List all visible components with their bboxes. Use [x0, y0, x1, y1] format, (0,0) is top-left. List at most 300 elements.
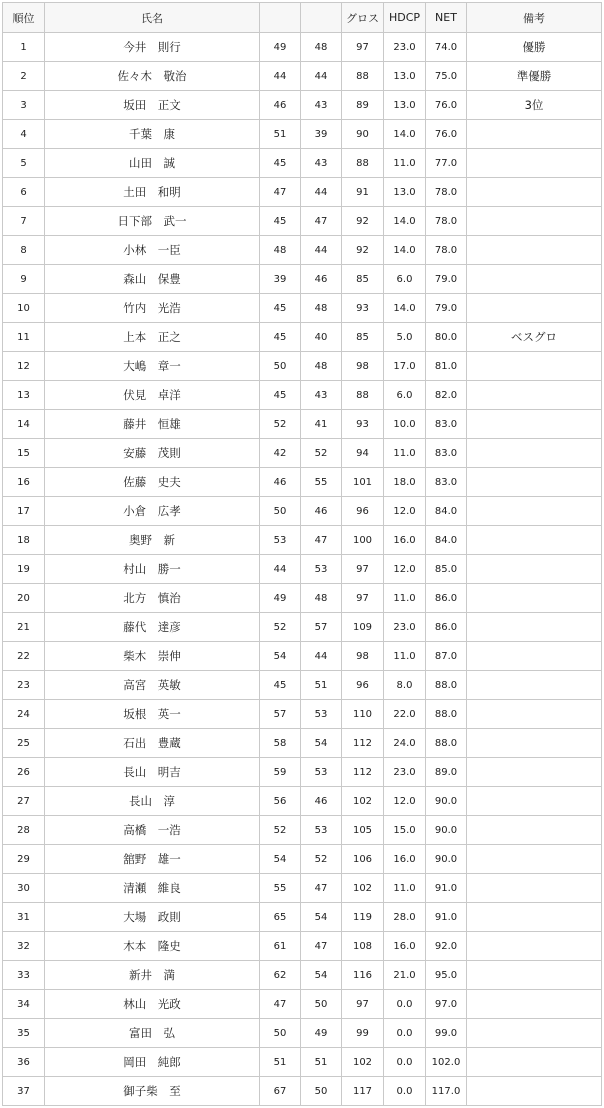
net-cell: 85.0 [426, 555, 467, 584]
remarks-cell [467, 120, 602, 149]
name-cell: 大場 政則 [45, 903, 260, 932]
out-cell: 50 [260, 1019, 301, 1048]
remarks-cell [467, 584, 602, 613]
table-row [3, 207, 602, 236]
remarks-cell [467, 207, 602, 236]
gross-cell: 89 [342, 91, 384, 120]
table-row [3, 120, 602, 149]
table-row [3, 642, 602, 671]
net-cell: 79.0 [426, 265, 467, 294]
out-cell: 53 [260, 526, 301, 555]
out-cell: 48 [260, 236, 301, 265]
in-cell: 50 [301, 990, 342, 1019]
rank-cell: 2 [3, 62, 45, 91]
name-cell: 木本 隆史 [45, 932, 260, 961]
net-cell: 91.0 [426, 903, 467, 932]
in-cell: 57 [301, 613, 342, 642]
hdcp-cell: 14.0 [384, 120, 426, 149]
gross-cell: 101 [342, 468, 384, 497]
hdcp-cell: 23.0 [384, 613, 426, 642]
hdcp-cell: 23.0 [384, 758, 426, 787]
rank-cell: 17 [3, 497, 45, 526]
table-row [3, 33, 602, 62]
rank-cell: 21 [3, 613, 45, 642]
net-cell: 102.0 [426, 1048, 467, 1077]
in-cell: 40 [301, 323, 342, 352]
rank-cell: 27 [3, 787, 45, 816]
in-cell: 47 [301, 932, 342, 961]
gross-cell: 97 [342, 33, 384, 62]
hdcp-cell: 16.0 [384, 845, 426, 874]
net-cell: 88.0 [426, 671, 467, 700]
table-row [3, 903, 602, 932]
name-cell: 日下部 武一 [45, 207, 260, 236]
remarks-cell: 準優勝 [467, 62, 602, 91]
out-cell: 61 [260, 932, 301, 961]
in-cell: 53 [301, 555, 342, 584]
net-cell: 86.0 [426, 584, 467, 613]
out-cell: 52 [260, 613, 301, 642]
name-cell: 藤代 達彦 [45, 613, 260, 642]
rank-cell: 34 [3, 990, 45, 1019]
out-cell: 50 [260, 352, 301, 381]
table-row [3, 758, 602, 787]
hdcp-cell: 24.0 [384, 729, 426, 758]
out-cell: 45 [260, 294, 301, 323]
out-cell: 45 [260, 207, 301, 236]
table-header [3, 3, 602, 33]
net-cell: 84.0 [426, 526, 467, 555]
table-row [3, 874, 602, 903]
rank-cell: 22 [3, 642, 45, 671]
rank-cell: 35 [3, 1019, 45, 1048]
name-cell: 奥野 新 [45, 526, 260, 555]
gross-cell: 93 [342, 410, 384, 439]
remarks-cell [467, 294, 602, 323]
gross-cell: 102 [342, 874, 384, 903]
out-cell: 55 [260, 874, 301, 903]
remarks-cell [467, 729, 602, 758]
hdcp-cell: 14.0 [384, 236, 426, 265]
table-row [3, 410, 602, 439]
header-gross: グロス [342, 3, 384, 33]
in-cell: 44 [301, 642, 342, 671]
name-cell: 竹内 光浩 [45, 294, 260, 323]
hdcp-cell: 14.0 [384, 294, 426, 323]
gross-cell: 85 [342, 265, 384, 294]
remarks-cell [467, 410, 602, 439]
hdcp-cell: 11.0 [384, 874, 426, 903]
table-row [3, 932, 602, 961]
out-cell: 54 [260, 642, 301, 671]
out-cell: 47 [260, 990, 301, 1019]
remarks-cell [467, 497, 602, 526]
table-row [3, 584, 602, 613]
name-cell: 上本 正之 [45, 323, 260, 352]
table-row [3, 671, 602, 700]
table-row [3, 468, 602, 497]
gross-cell: 88 [342, 149, 384, 178]
hdcp-cell: 13.0 [384, 178, 426, 207]
table-row [3, 323, 602, 352]
remarks-cell: ベスグロ [467, 323, 602, 352]
net-cell: 90.0 [426, 816, 467, 845]
table-row [3, 149, 602, 178]
gross-cell: 96 [342, 671, 384, 700]
gross-cell: 90 [342, 120, 384, 149]
remarks-cell [467, 352, 602, 381]
hdcp-cell: 18.0 [384, 468, 426, 497]
in-cell: 44 [301, 62, 342, 91]
table-row [3, 439, 602, 468]
gross-cell: 100 [342, 526, 384, 555]
rank-cell: 20 [3, 584, 45, 613]
table-row [3, 613, 602, 642]
name-cell: 坂田 正文 [45, 91, 260, 120]
out-cell: 44 [260, 555, 301, 584]
header-row [3, 3, 602, 33]
in-cell: 48 [301, 294, 342, 323]
header-net: NET [426, 3, 467, 33]
table-row [3, 961, 602, 990]
rank-cell: 1 [3, 33, 45, 62]
rank-cell: 13 [3, 381, 45, 410]
hdcp-cell: 16.0 [384, 932, 426, 961]
name-cell: 小倉 広孝 [45, 497, 260, 526]
name-cell: 大嶋 章一 [45, 352, 260, 381]
hdcp-cell: 0.0 [384, 990, 426, 1019]
table-row [3, 294, 602, 323]
rank-cell: 7 [3, 207, 45, 236]
net-cell: 76.0 [426, 91, 467, 120]
rank-cell: 18 [3, 526, 45, 555]
hdcp-cell: 15.0 [384, 816, 426, 845]
out-cell: 46 [260, 91, 301, 120]
in-cell: 44 [301, 236, 342, 265]
out-cell: 44 [260, 62, 301, 91]
gross-cell: 117 [342, 1077, 384, 1106]
rank-cell: 12 [3, 352, 45, 381]
rank-cell: 3 [3, 91, 45, 120]
in-cell: 54 [301, 961, 342, 990]
in-cell: 53 [301, 700, 342, 729]
remarks-cell [467, 265, 602, 294]
hdcp-cell: 0.0 [384, 1077, 426, 1106]
gross-cell: 109 [342, 613, 384, 642]
gross-cell: 105 [342, 816, 384, 845]
gross-cell: 94 [342, 439, 384, 468]
remarks-cell [467, 874, 602, 903]
gross-cell: 112 [342, 729, 384, 758]
table-row [3, 62, 602, 91]
rank-cell: 31 [3, 903, 45, 932]
gross-cell: 112 [342, 758, 384, 787]
net-cell: 88.0 [426, 729, 467, 758]
remarks-cell [467, 613, 602, 642]
gross-cell: 92 [342, 236, 384, 265]
hdcp-cell: 0.0 [384, 1048, 426, 1077]
header-hdcp: HDCP [384, 3, 426, 33]
rank-cell: 9 [3, 265, 45, 294]
out-cell: 49 [260, 33, 301, 62]
header-rank: 順位 [3, 3, 45, 33]
gross-cell: 97 [342, 990, 384, 1019]
name-cell: 石出 豊蔵 [45, 729, 260, 758]
table-row [3, 178, 602, 207]
gross-cell: 116 [342, 961, 384, 990]
remarks-cell: 優勝 [467, 33, 602, 62]
net-cell: 117.0 [426, 1077, 467, 1106]
name-cell: 高宮 英敏 [45, 671, 260, 700]
remarks-cell [467, 671, 602, 700]
gross-cell: 88 [342, 381, 384, 410]
hdcp-cell: 22.0 [384, 700, 426, 729]
remarks-cell [467, 1048, 602, 1077]
name-cell: 土田 和明 [45, 178, 260, 207]
rank-cell: 33 [3, 961, 45, 990]
rank-cell: 36 [3, 1048, 45, 1077]
table-row [3, 1077, 602, 1106]
table-row [3, 352, 602, 381]
table-row [3, 526, 602, 555]
in-cell: 44 [301, 178, 342, 207]
in-cell: 46 [301, 497, 342, 526]
rank-cell: 5 [3, 149, 45, 178]
rank-cell: 10 [3, 294, 45, 323]
hdcp-cell: 13.0 [384, 91, 426, 120]
out-cell: 50 [260, 497, 301, 526]
out-cell: 54 [260, 845, 301, 874]
hdcp-cell: 16.0 [384, 526, 426, 555]
remarks-cell [467, 816, 602, 845]
name-cell: 林山 光政 [45, 990, 260, 1019]
hdcp-cell: 0.0 [384, 1019, 426, 1048]
hdcp-cell: 12.0 [384, 787, 426, 816]
remarks-cell [467, 236, 602, 265]
name-cell: 今井 則行 [45, 33, 260, 62]
rank-cell: 6 [3, 178, 45, 207]
hdcp-cell: 13.0 [384, 62, 426, 91]
name-cell: 坂根 英一 [45, 700, 260, 729]
hdcp-cell: 6.0 [384, 381, 426, 410]
in-cell: 54 [301, 729, 342, 758]
header-name: 氏名 [45, 3, 260, 33]
remarks-cell [467, 961, 602, 990]
name-cell: 柴木 崇伸 [45, 642, 260, 671]
net-cell: 99.0 [426, 1019, 467, 1048]
net-cell: 90.0 [426, 787, 467, 816]
name-cell: 新井 満 [45, 961, 260, 990]
rank-cell: 24 [3, 700, 45, 729]
table-row [3, 236, 602, 265]
out-cell: 47 [260, 178, 301, 207]
in-cell: 41 [301, 410, 342, 439]
out-cell: 58 [260, 729, 301, 758]
rank-cell: 28 [3, 816, 45, 845]
table-row [3, 265, 602, 294]
in-cell: 49 [301, 1019, 342, 1048]
net-cell: 83.0 [426, 410, 467, 439]
out-cell: 59 [260, 758, 301, 787]
hdcp-cell: 11.0 [384, 439, 426, 468]
out-cell: 65 [260, 903, 301, 932]
gross-cell: 98 [342, 352, 384, 381]
name-cell: 安藤 茂則 [45, 439, 260, 468]
in-cell: 48 [301, 584, 342, 613]
net-cell: 79.0 [426, 294, 467, 323]
in-cell: 55 [301, 468, 342, 497]
remarks-cell [467, 990, 602, 1019]
out-cell: 45 [260, 149, 301, 178]
gross-cell: 85 [342, 323, 384, 352]
out-cell: 39 [260, 265, 301, 294]
out-cell: 67 [260, 1077, 301, 1106]
gross-cell: 102 [342, 787, 384, 816]
in-cell: 51 [301, 671, 342, 700]
hdcp-cell: 5.0 [384, 323, 426, 352]
rank-cell: 4 [3, 120, 45, 149]
name-cell: 舘野 雄一 [45, 845, 260, 874]
in-cell: 50 [301, 1077, 342, 1106]
net-cell: 89.0 [426, 758, 467, 787]
out-cell: 45 [260, 323, 301, 352]
name-cell: 藤井 恒雄 [45, 410, 260, 439]
net-cell: 97.0 [426, 990, 467, 1019]
name-cell: 伏見 卓洋 [45, 381, 260, 410]
net-cell: 92.0 [426, 932, 467, 961]
rank-cell: 30 [3, 874, 45, 903]
remarks-cell [467, 555, 602, 584]
net-cell: 86.0 [426, 613, 467, 642]
in-cell: 43 [301, 381, 342, 410]
gross-cell: 119 [342, 903, 384, 932]
rank-cell: 37 [3, 1077, 45, 1106]
name-cell: 佐々木 敬治 [45, 62, 260, 91]
rank-cell: 29 [3, 845, 45, 874]
net-cell: 77.0 [426, 149, 467, 178]
out-cell: 42 [260, 439, 301, 468]
gross-cell: 96 [342, 497, 384, 526]
remarks-cell [467, 526, 602, 555]
gross-cell: 97 [342, 555, 384, 584]
remarks-cell [467, 149, 602, 178]
net-cell: 80.0 [426, 323, 467, 352]
remarks-cell [467, 845, 602, 874]
table-row [3, 845, 602, 874]
in-cell: 53 [301, 758, 342, 787]
net-cell: 78.0 [426, 236, 467, 265]
net-cell: 91.0 [426, 874, 467, 903]
rank-cell: 8 [3, 236, 45, 265]
out-cell: 49 [260, 584, 301, 613]
table-row [3, 555, 602, 584]
table-body [3, 33, 602, 1106]
in-cell: 39 [301, 120, 342, 149]
in-cell: 48 [301, 33, 342, 62]
hdcp-cell: 23.0 [384, 33, 426, 62]
table-row [3, 816, 602, 845]
gross-cell: 91 [342, 178, 384, 207]
table-row [3, 381, 602, 410]
net-cell: 82.0 [426, 381, 467, 410]
rank-cell: 32 [3, 932, 45, 961]
name-cell: 御子柴 至 [45, 1077, 260, 1106]
remarks-cell [467, 932, 602, 961]
out-cell: 56 [260, 787, 301, 816]
out-cell: 51 [260, 120, 301, 149]
name-cell: 北方 慎治 [45, 584, 260, 613]
name-cell: 富田 弘 [45, 1019, 260, 1048]
hdcp-cell: 6.0 [384, 265, 426, 294]
results-table [2, 2, 602, 1106]
rank-cell: 25 [3, 729, 45, 758]
net-cell: 83.0 [426, 439, 467, 468]
in-cell: 51 [301, 1048, 342, 1077]
name-cell: 山田 誠 [45, 149, 260, 178]
gross-cell: 98 [342, 642, 384, 671]
remarks-cell [467, 903, 602, 932]
gross-cell: 93 [342, 294, 384, 323]
table-row [3, 1048, 602, 1077]
net-cell: 74.0 [426, 33, 467, 62]
header-remarks: 備考 [467, 3, 602, 33]
rank-cell: 16 [3, 468, 45, 497]
remarks-cell [467, 700, 602, 729]
name-cell: 千葉 康 [45, 120, 260, 149]
hdcp-cell: 14.0 [384, 207, 426, 236]
out-cell: 62 [260, 961, 301, 990]
net-cell: 90.0 [426, 845, 467, 874]
rank-cell: 23 [3, 671, 45, 700]
table-row [3, 497, 602, 526]
gross-cell: 97 [342, 584, 384, 613]
in-cell: 47 [301, 874, 342, 903]
remarks-cell: 3位 [467, 91, 602, 120]
in-cell: 52 [301, 845, 342, 874]
in-cell: 46 [301, 265, 342, 294]
name-cell: 森山 保豊 [45, 265, 260, 294]
hdcp-cell: 10.0 [384, 410, 426, 439]
rank-cell: 11 [3, 323, 45, 352]
in-cell: 52 [301, 439, 342, 468]
hdcp-cell: 17.0 [384, 352, 426, 381]
net-cell: 87.0 [426, 642, 467, 671]
hdcp-cell: 11.0 [384, 642, 426, 671]
table-row [3, 990, 602, 1019]
gross-cell: 92 [342, 207, 384, 236]
gross-cell: 102 [342, 1048, 384, 1077]
in-cell: 53 [301, 816, 342, 845]
net-cell: 78.0 [426, 207, 467, 236]
net-cell: 95.0 [426, 961, 467, 990]
hdcp-cell: 28.0 [384, 903, 426, 932]
table-row [3, 700, 602, 729]
net-cell: 81.0 [426, 352, 467, 381]
remarks-cell [467, 758, 602, 787]
hdcp-cell: 12.0 [384, 497, 426, 526]
net-cell: 88.0 [426, 700, 467, 729]
name-cell: 高橋 一浩 [45, 816, 260, 845]
rank-cell: 26 [3, 758, 45, 787]
gross-cell: 99 [342, 1019, 384, 1048]
table-row [3, 1019, 602, 1048]
in-cell: 54 [301, 903, 342, 932]
in-cell: 48 [301, 352, 342, 381]
gross-cell: 88 [342, 62, 384, 91]
net-cell: 84.0 [426, 497, 467, 526]
name-cell: 長山 淳 [45, 787, 260, 816]
out-cell: 51 [260, 1048, 301, 1077]
